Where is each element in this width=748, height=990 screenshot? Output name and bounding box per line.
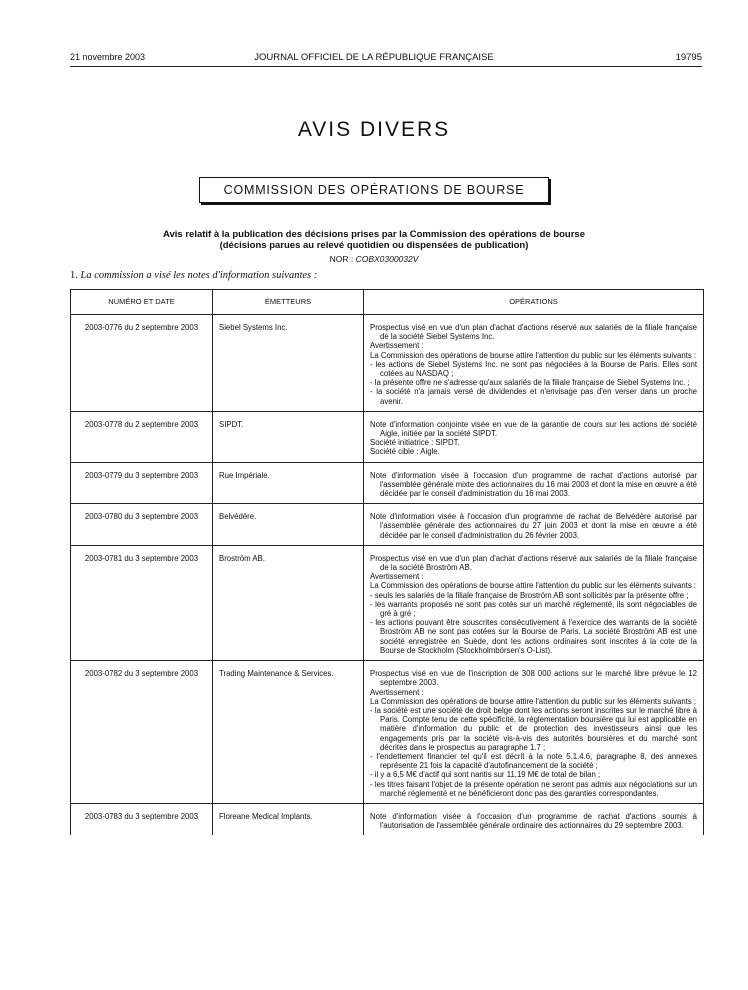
cell-operations — [364, 504, 704, 546]
intro-text: La commission a visé les notes d'information suivantes : — [80, 270, 318, 281]
nor-label: NOR : — [329, 254, 354, 264]
operation-line: Prospectus visé en vue d'un plan d'achat d'actions réservé aux salariés de la filiale française de la société Siebel Systems Inc. — [370, 323, 697, 342]
operation-line: Prospectus visé en vue de l'inscription de 308 000 actions sur le marché libre prévue le 12 septembre 2003. — [370, 669, 697, 688]
operation-line: Avertissement : — [370, 572, 424, 582]
table-body — [71, 315, 704, 836]
cell-numero: 2003-0781 du 3 septembre 2003 — [71, 545, 213, 660]
header-rule — [70, 66, 702, 67]
section-title: AVIS DIVERS — [297, 118, 451, 141]
cell-emetteur: Floreane Medical Implants. — [213, 803, 364, 835]
table-row — [71, 504, 704, 546]
col-header-operations: OPÉRATIONS — [364, 290, 704, 315]
operation-line: - la présente offre ne s'adresse qu'aux salariés de la filiale française de Siebel Systems Inc. ; — [370, 378, 690, 388]
header-journal: JOURNAL OFFICIEL DE LA RÉPUBLIQUE FRANÇAISE — [254, 52, 494, 63]
cell-operations — [364, 545, 704, 660]
cell-operations — [364, 462, 704, 504]
table-row — [71, 462, 704, 504]
header-page-number: 19795 — [675, 52, 702, 63]
operation-line: - les actions pouvant être souscrites consécutivement à l'exercice des warrants de la société Broström AB ne sont pas cotées sur la Bourse de Paris. La société Broström AB est une société enregistrée en Suède, dont les actions ordinaires sont inscrites à la cote de la Bourse de Stockholm (Stockholmbörsen's O-List). — [370, 618, 697, 655]
operation-line: Note d'information visée à l'occasion d'un programme de rachat d'actions soumis à l'autorisation de l'assemblée générale ordinaire des actionnaires du 29 septembre 2003. — [370, 811, 697, 831]
intro-number: 1. — [70, 270, 78, 281]
operation-line: - il y a 6,5 M€ d'actif qui sont nantis sur 11,19 M€ de total de bilan ; — [370, 770, 601, 780]
table-row — [71, 315, 704, 412]
header-date: 21 novembre 2003 — [70, 52, 146, 62]
operation-line: Note d'information conjointe visée en vue de la garantie de cours sur les actions de société Aigle, initiée par la société SIPDT. — [370, 419, 697, 439]
cell-emetteur: Belvédère. — [213, 504, 364, 546]
notice-title-line2: (décisions parues au relevé quotidien ou dispensées de publication) — [219, 240, 529, 251]
cell-operations — [364, 411, 704, 462]
operation-line: - les titres faisant l'objet de la présente opération ne seront pas admis aux négociations sur un marché réglementé et ne bénéficieront donc pas des garanties correspondantes. — [370, 779, 697, 798]
commission-box: COMMISSION DES OPÉRATIONS DE BOURSE — [199, 177, 549, 203]
operation-line: Avertissement : — [370, 687, 424, 697]
table-row — [71, 545, 704, 660]
cell-operations — [364, 315, 704, 412]
cell-operations — [364, 661, 704, 804]
cell-numero: 2003-0776 du 2 septembre 2003 — [71, 315, 213, 412]
cell-numero: 2003-0782 du 3 septembre 2003 — [71, 661, 213, 804]
operation-line: - les warrants proposés ne sont pas cotés sur un marché réglementé, ils sont négociables de gré à gré ; — [370, 599, 697, 619]
operation-line: La Commission des opérations de bourse attire l'attention du public sur les éléments suivants : — [370, 696, 697, 706]
notice-title-line1: Avis relatif à la publication des décisions prises par la Commission des opérations de bourse — [163, 229, 585, 240]
operation-line: Note d'information visée à l'occasion d'un programme de rachat d'actions autorisé par l'assemblée générale mixte des actionnaires du 16 mai 2003 et dont la mise en œuvre a été décidée par le conseil d'administration du 16 mai 2003. — [370, 470, 698, 499]
cell-numero: 2003-0783 du 3 septembre 2003 — [71, 803, 213, 835]
operation-line: Avertissement : — [370, 341, 424, 351]
cell-emetteur: Trading Maintenance & Services. — [213, 661, 364, 804]
cell-emetteur: Siebel Systems Inc. — [213, 315, 364, 412]
intro-paragraph — [70, 270, 317, 281]
nor-code: COBX0300032V — [355, 254, 419, 264]
cell-numero: 2003-0778 du 2 septembre 2003 — [71, 411, 213, 462]
operation-line: - seuls les salariés de la filiale française de Broström AB sont sollicités par la présente offre ; — [370, 590, 689, 600]
cell-numero: 2003-0780 du 3 septembre 2003 — [71, 504, 213, 546]
operation-line: Note d'information visée à l'occasion d'un programme de rachat de Belvédère autorisé par l'assemblée générale des actionnaires du 27 juin 2003 et dont la mise en œuvre a été décidée par le conseil d'administration du 26 février 2003. — [370, 512, 697, 540]
col-header-emetteurs: ÉMETTEURS — [213, 290, 364, 315]
decisions-table — [70, 289, 704, 835]
cell-numero: 2003-0779 du 3 septembre 2003 — [71, 462, 213, 504]
operation-line: - les actions de Siebel Systems Inc. ne sont pas négociées à la Bourse de Paris. Elles sont cotées au NASDAQ ; — [370, 359, 697, 379]
table-row — [71, 661, 704, 804]
table-row — [71, 411, 704, 462]
cell-emetteur: SIPDT. — [213, 411, 364, 462]
operation-line: La Commission des opérations de bourse attire l'attention du public sur les éléments suivants : — [370, 581, 697, 591]
cell-emetteur: Rue Impériale. — [213, 462, 364, 504]
operation-line: Société initiatrice : SIPDT. — [370, 438, 460, 448]
cell-emetteur: Broström AB. — [213, 545, 364, 660]
operation-line: La Commission des opérations de bourse attire l'attention du public sur les éléments suivants : — [370, 350, 697, 360]
nor-reference — [0, 254, 748, 264]
table-header-row — [71, 290, 704, 315]
operation-line: Société cible : Aigle. — [370, 447, 440, 457]
col-header-numero: NUMÉRO ET DATE — [71, 290, 213, 315]
operation-line: - l'endettement financier tel qu'il est décrit à la note 5.1.4.6, paragraphe 8, des annexes représente 21 fois la capacité d'autofinancement de la société ; — [370, 751, 697, 771]
operation-line: - la société n'a jamais versé de dividendes et n'envisage pas d'en verser dans un proche avenir. — [370, 387, 697, 406]
operation-line: - la société est une société de droit belge dont les actions seront inscrites sur le marché libre à Paris. Compte tenu de cette spécificité, la réglementation boursière qui lui est applicable en matière d'information du public et de protection des investisseurs ainsi que les engagements pris par la société vis-à-vis des autorités boursières et du marché sont décrites dans le prospectus au paragraphe 1.7 ; — [370, 705, 697, 752]
cell-operations — [364, 803, 704, 835]
operation-line: Prospectus visé en vue d'un plan d'achat d'actions réservé aux salariés de la filiale française de la société Broström AB. — [370, 553, 697, 573]
table-row — [71, 803, 704, 835]
